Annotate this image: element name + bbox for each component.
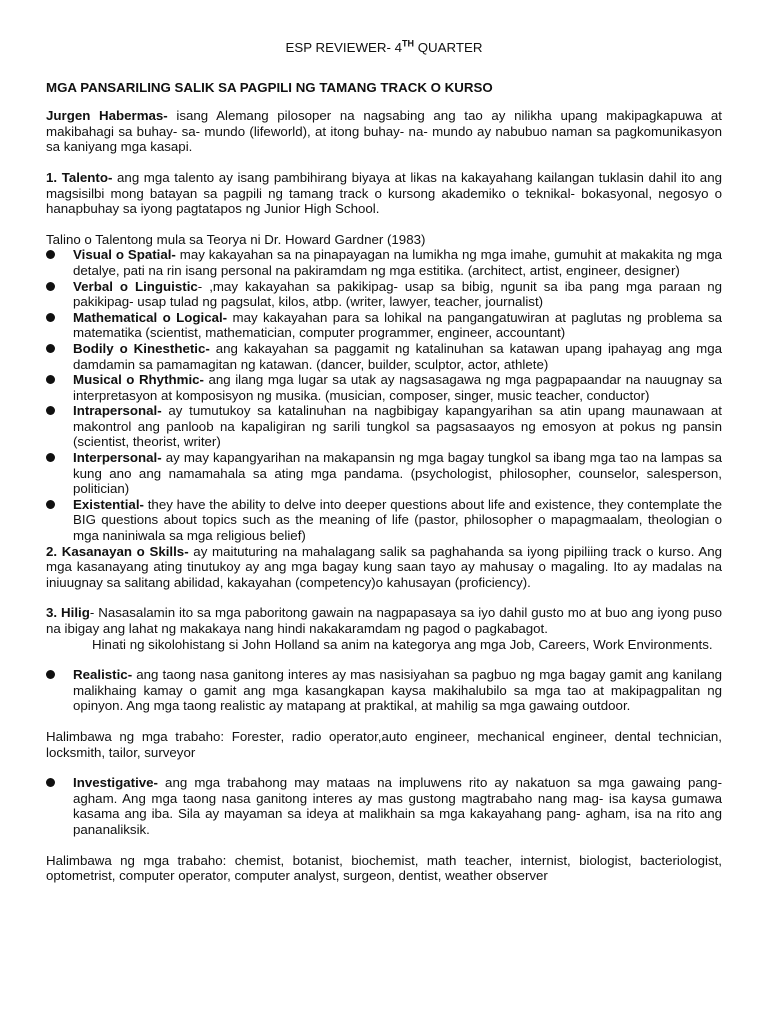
title-suffix: QUARTER: [414, 40, 483, 55]
list-item: [46, 450, 722, 497]
bullet-icon: [46, 670, 55, 679]
list-item-term: Verbal o Linguistic: [73, 278, 198, 294]
list-item-term: Mathematical o Logical-: [73, 309, 228, 325]
list-item-desc: ang taong nasa ganitong interes ay mas nasisiyahan sa pagbuo ng mga bagay gamit ang kanilang malikhaing kamay o gamit ang mga kasangkapan kaysa makihalubilo sa mga tao at makipagpalitan ng opinyon. Ang mga taong realistic ay matapang at praktikal, at mahilig sa mga gawaing outdoor.: [73, 667, 722, 714]
list-item-desc: may kakayahan sa na pinapayagan na lumikha ng mga imahe, gumuhit at makakita ng mga detalye, pati na rin isang personal na pakiramdam ng mga estitika. (architect, artist, engineer, designer): [73, 247, 723, 278]
bullet-icon: [46, 344, 55, 353]
list-item-term: Investigative-: [73, 775, 158, 791]
list-item: [46, 247, 722, 278]
list-item-desc: ay tumutukoy sa katalinuhan na nagbibigay kapangyarihan sa atin upang maunawaan at makontrol ang panloob na kapaligiran ng sarili tungkol sa pagsasaayos ng emosyon at pokus ng pansin (scientist, theorist, writer): [73, 403, 722, 450]
holland-realistic-list: [46, 667, 722, 714]
list-item: [46, 279, 722, 310]
list-item-desc: ang mga trabahong may mataas na impluwens rito ay nakatuon sa mga gawaing pang- agham. Ang mga taong nasa ganitong interes ay mas gustong magtrabaho nang mag- isa kaysa gumawa kasama ang iba. Sila ay mayaman sa ideya at malikhain sa mga kakayahang pang- agham, isa na rito ang pananaliksik.: [73, 775, 722, 837]
hilig-label: 3. Hilig: [46, 605, 90, 621]
hilig-text: - Nasasalamin ito sa mga paboritong gawain na nagpapasaya sa iyo dahil gusto mo at buo ang iyong puso na ibigay ang lahat ng makakaya nang hindi nakakaramdam ng pagod o pagkabagot.: [46, 605, 723, 636]
list-item: [46, 403, 722, 450]
list-item: [46, 310, 722, 341]
list-item: [46, 372, 722, 403]
talento-text: ang mga talento ay isang pambihirang biyaya at likas na kakayahang kailangan tuklasin dahil ito ang magsisilbi mong batayan sa pagpili ng tamang track o kursong akademiko o teknikal- bokasyonal, negosyo o hanapbuhay sa iyong pagtatapos ng Junior High School.: [46, 169, 722, 217]
bullet-icon: [46, 250, 55, 259]
document-title: [46, 40, 722, 56]
investigative-examples: Halimbawa ng mga trabaho: chemist, botanist, biochemist, math teacher, internist, biologist, bacteriologist, optometrist, computer operator, computer analyst, surgeon, dentist, weather observer: [46, 852, 722, 884]
talento-label: 1. Talento-: [46, 169, 113, 185]
intro-text: isang Alemang pilosoper na nagsabing ang tao ay nilikha upang makipagkapuwa at makibahagi sa buhay- sa- mundo (lifeworld), at itong buhay- na- mundo ay nabubuo naman sa pagkomunikasyon sa kaniyang mga kasapi.: [46, 108, 722, 155]
bullet-icon: [46, 282, 55, 291]
intro-paragraph: [46, 108, 722, 155]
title-superscript: TH: [402, 38, 415, 49]
talento-paragraph: [46, 170, 722, 217]
kasanayan-label: 2. Kasanayan o Skills-: [46, 543, 189, 559]
holland-line: Hinati ng sikolohistang si John Holland sa anim na kategorya ang mga Job, Careers, Work Environments.: [92, 636, 713, 652]
kasanayan-text: ay maituturing na mahalagang salik sa paghahanda sa iyong pipiliing track o kurso. Ang mga kasanayang ating tinutukoy ay ang mga bagay kung saan tayo ay mahusay o magaling. Ito ay madalas na iniuugnay sa salitang abilidad, kakayahan (competency)o kahusayan (proficiency).: [46, 543, 722, 590]
list-item-term: Bodily o Kinesthetic-: [73, 340, 210, 356]
list-item-desc: may kakayahan para sa lohikal na pangangatuwiran at paglutas ng problema sa matematika (scientist, mathematician, computer programmer, engineer, accountant): [73, 309, 722, 341]
list-item-desc: ay may kapangyarihan na makapansin ng mga bagay tungkol sa ibang mga tao na lampas sa kung ano ang namamahala sa ating mga pandama. (psychologist, philosopher, counselor, salesperson, politician): [73, 450, 722, 497]
bullet-icon: [46, 313, 55, 322]
gardner-line: Talino o Talentong mula sa Teorya ni Dr. Howard Gardner (1983): [46, 231, 426, 247]
list-item: [46, 667, 722, 714]
list-item-term: Visual o Spatial-: [73, 247, 176, 263]
list-item-desc: they have the ability to delve into deeper questions about life and existence, they contemplate the BIG questions about topics such as the meaning of life (pastor, philosopher o mapagmaalam, theologian o mga naniniwala sa mga religious belief): [73, 496, 722, 544]
bullet-icon: [46, 778, 55, 787]
list-item-desc: - ,may kakayahan sa pakikipag- usap sa bibig, ngunit sa iba pang mga paraan ng pakikipag- usap tulad ng pagsulat, kilos, atbp. (writer, lawyer, teacher, journalist): [73, 278, 723, 310]
intelligence-list: [46, 247, 722, 543]
list-item-term: Intrapersonal-: [73, 403, 162, 419]
list-item-term: Existential-: [73, 496, 144, 512]
bullet-icon: [46, 453, 55, 462]
title-text: ESP REVIEWER- 4: [285, 40, 403, 55]
list-item: [46, 341, 722, 372]
bullet-icon: [46, 406, 55, 415]
kasanayan-paragraph: [46, 544, 722, 591]
hilig-paragraph: [46, 605, 722, 636]
holland-investigative-list: [46, 775, 722, 837]
list-item-desc: ang ilang mga lugar sa utak ay nagsasagawa ng mga pagpapaandar na nauugnay sa interpretasyon at komposisyon ng musika. (musician, composer, singer, music teacher, conductor): [73, 372, 722, 403]
bullet-icon: [46, 375, 55, 384]
list-item-term: Realistic-: [73, 667, 133, 683]
list-item-term: Musical o Rhythmic-: [73, 372, 204, 388]
list-item-term: Interpersonal-: [73, 450, 162, 466]
intro-name: Jurgen Habermas-: [46, 108, 168, 124]
list-item: [46, 775, 722, 837]
list-item-desc: ang kakayahan sa paggamit ng katalinuhan sa katawan upang ipahayag ang mga damdamin sa pamamagitan ng katawan. (dancer, builder, sculptor, actor, athlete): [73, 340, 722, 372]
bullet-icon: [46, 500, 55, 509]
main-heading: MGA PANSARILING SALIK SA PAGPILI NG TAMANG TRACK O KURSO: [46, 79, 493, 95]
realistic-examples: Halimbawa ng mga trabaho: Forester, radio operator,auto engineer, mechanical engineer, dental technician, locksmith, tailor, surveyor: [46, 728, 722, 760]
list-item: [46, 497, 722, 544]
